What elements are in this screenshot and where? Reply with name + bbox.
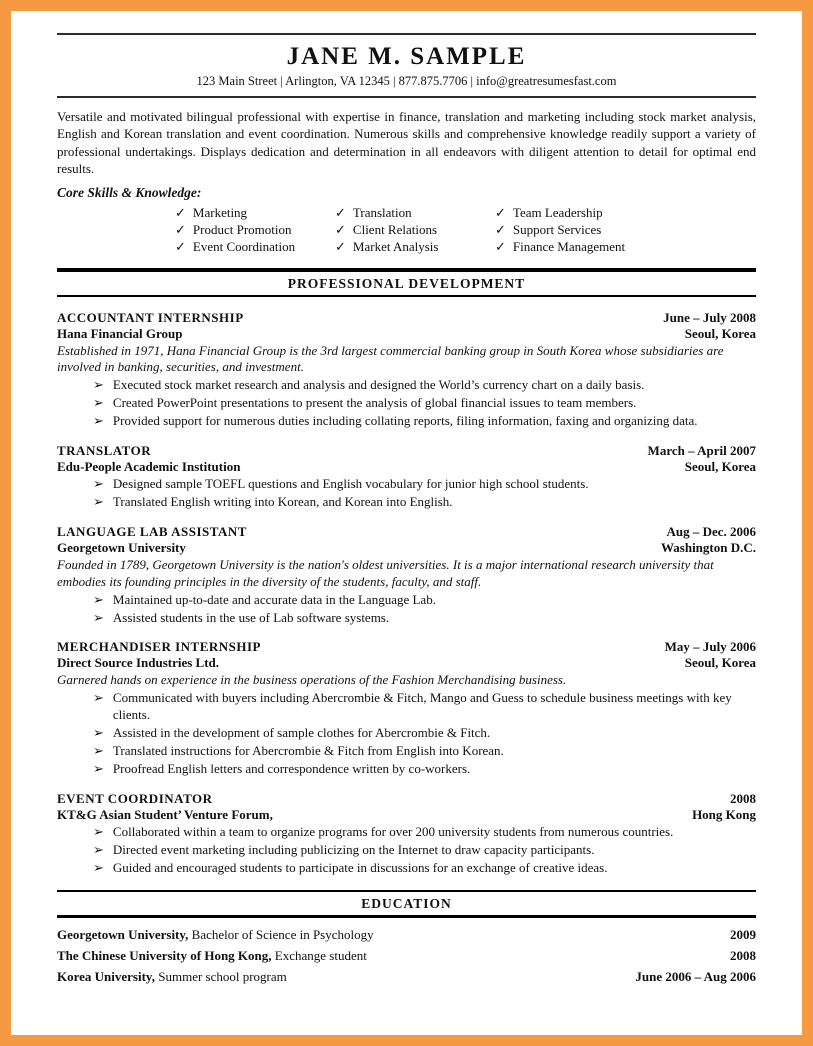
education-row — [57, 947, 756, 965]
bullet-arrow-icon: ➢ — [93, 413, 104, 429]
bullet-text: Collaborated within a team to organize programs for over 200 university students from numerous countries. — [112, 823, 674, 839]
bullet-item — [93, 610, 756, 627]
skill-label: Client Relations — [352, 222, 438, 238]
job-description: Garnered hands on experience in the business operations of the Fashion Merchandising business. — [57, 672, 567, 688]
job-title: TRANSLATOR — [57, 443, 152, 459]
bullet-item — [93, 494, 756, 511]
job-dates: March – April 2007 — [647, 443, 756, 459]
skill-item — [495, 238, 655, 255]
bullet-text: Maintained up-to-date and accurate data in the Language Lab. — [112, 591, 436, 607]
check-icon: ✓ — [495, 239, 506, 255]
job-bullets — [57, 690, 756, 777]
bullet-item — [93, 395, 756, 412]
skill-item — [495, 221, 655, 238]
bullet-text: Created PowerPoint presentations to present the analysis of global financial issues to team members. — [112, 395, 637, 411]
bullet-text: Executed stock market research and analysis and designed the World’s currency chart on a daily basis. — [112, 377, 645, 393]
job-dates: Aug – Dec. 2006 — [666, 523, 756, 539]
header-top-rule — [57, 33, 756, 35]
education-list — [57, 926, 756, 985]
bullet-item — [93, 842, 756, 859]
job-title: EVENT COORDINATOR — [57, 790, 213, 806]
skill-label: Team Leadership — [512, 205, 603, 221]
education-entry — [57, 968, 287, 986]
job-entry — [57, 639, 756, 777]
job-company: Georgetown University — [57, 539, 186, 555]
bullet-item — [93, 761, 756, 778]
check-icon: ✓ — [175, 222, 186, 238]
job-title: MERCHANDISER INTERNSHIP — [57, 639, 261, 655]
bullet-arrow-icon: ➢ — [93, 690, 104, 706]
skill-label: Marketing — [192, 205, 248, 221]
skill-label: Support Services — [512, 222, 602, 238]
section-heading-professional-development — [57, 268, 756, 297]
education-detail: Summer school program — [154, 968, 287, 984]
education-detail: Bachelor of Science in Psychology — [188, 927, 374, 943]
candidate-name: JANE M. SAMPLE — [286, 43, 527, 70]
job-location: Seoul, Korea — [684, 325, 756, 341]
bullet-arrow-icon: ➢ — [93, 395, 104, 411]
skills-column-2 — [335, 204, 495, 255]
skill-item — [175, 204, 335, 221]
bullet-item — [93, 592, 756, 609]
job-dates: May – July 2006 — [664, 639, 756, 655]
job-company: Direct Source Industries Ltd. — [57, 655, 220, 671]
check-icon: ✓ — [495, 222, 506, 238]
skill-item — [335, 204, 495, 221]
bullet-text: Provided support for numerous duties including collating reports, filing information, faxing and organizing data. — [112, 413, 698, 429]
education-row — [57, 968, 756, 986]
skill-label: Product Promotion — [192, 222, 292, 238]
education-institution: Korea University, — [57, 968, 155, 984]
job-entry — [57, 310, 756, 430]
skill-label: Market Analysis — [352, 239, 439, 255]
bullet-text: Designed sample TOEFL questions and English vocabulary for junior high school students. — [112, 476, 589, 492]
education-institution: Georgetown University, — [57, 927, 189, 943]
skills-column-3 — [495, 204, 655, 255]
skill-item — [335, 221, 495, 238]
job-location: Seoul, Korea — [684, 459, 756, 475]
job-company: Hana Financial Group — [57, 325, 183, 341]
header-bottom-rule — [57, 96, 756, 98]
bullet-arrow-icon: ➢ — [93, 742, 104, 758]
section-heading-education — [57, 890, 756, 918]
skill-item — [335, 238, 495, 255]
education-row — [57, 926, 756, 944]
job-description: Established in 1971, Hana Financial Group is the 3rd largest commercial banking group in South Korea whose subsidiaries are involved in banking, securities, and investment. — [57, 342, 724, 375]
check-icon: ✓ — [335, 222, 346, 238]
bullet-text: Assisted students in the use of Lab software systems. — [112, 609, 390, 625]
job-description: Founded in 1789, Georgetown University is the nation's oldest universities. It is a major international research university that embodies its founding principles in the diversity of the students, faculty, and staff. — [57, 556, 714, 589]
bullet-arrow-icon: ➢ — [93, 591, 104, 607]
job-bullets — [57, 592, 756, 627]
section-title: PROFESSIONAL DEVELOPMENT — [287, 275, 526, 291]
education-detail: Exchange student — [271, 947, 367, 963]
job-bullets — [57, 824, 756, 877]
job-entry — [57, 791, 756, 877]
skills-column-1 — [175, 204, 335, 255]
education-institution: The Chinese University of Hong Kong, — [57, 947, 272, 963]
bullet-item — [93, 725, 756, 742]
job-entry — [57, 524, 756, 627]
bullet-arrow-icon: ➢ — [93, 476, 104, 492]
job-dates: June – July 2008 — [663, 309, 756, 325]
bullet-text: Assisted in the development of sample clothes for Abercrombie & Fitch. — [112, 725, 491, 741]
bullet-text: Communicated with buyers including Abercrombie & Fitch, Mango and Guess to schedule business meetings with key clients. — [112, 690, 732, 723]
skill-item — [495, 204, 655, 221]
check-icon: ✓ — [335, 205, 346, 221]
job-entry — [57, 443, 756, 511]
job-location: Seoul, Korea — [684, 655, 756, 671]
skill-label: Translation — [352, 205, 412, 221]
education-entry — [57, 926, 374, 944]
bullet-item — [93, 413, 756, 430]
skills-columns — [175, 204, 756, 255]
bullet-arrow-icon: ➢ — [93, 760, 104, 776]
skill-item — [175, 221, 335, 238]
skill-label: Event Coordination — [192, 239, 296, 255]
bullet-arrow-icon: ➢ — [93, 725, 104, 741]
bullet-item — [93, 377, 756, 394]
bullet-arrow-icon: ➢ — [93, 493, 104, 509]
check-icon: ✓ — [495, 205, 506, 221]
bullet-arrow-icon: ➢ — [93, 377, 104, 393]
skills-heading: Core Skills & Knowledge: — [57, 185, 202, 201]
check-icon: ✓ — [335, 239, 346, 255]
bullet-text: Translated English writing into Korean, and Korean into English. — [112, 493, 453, 509]
summary-text: Versatile and motivated bilingual professional with expertise in finance, translation and marketing including stock market analysis, English and Korean translation and event coordination. Numerous skills and comprehensive knowledge readily support a variety of professional undertakings. Displays dedication and determination in all endeavors with diligent attention to detail for optimal end results. — [57, 109, 756, 176]
job-dates: 2008 — [730, 790, 756, 806]
skill-item — [175, 238, 335, 255]
bullet-item — [93, 690, 756, 724]
job-bullets — [57, 476, 756, 511]
bullet-arrow-icon: ➢ — [93, 823, 104, 839]
bullet-item — [93, 824, 756, 841]
job-location: Hong Kong — [692, 806, 756, 822]
bullet-item — [93, 743, 756, 760]
job-location: Washington D.C. — [661, 539, 756, 555]
check-icon: ✓ — [175, 205, 186, 221]
contact-line: 123 Main Street | Arlington, VA 12345 | 877.875.7706 | info@greatresumesfast.com — [196, 74, 617, 88]
bullet-item — [93, 476, 756, 493]
job-company: KT&G Asian Student’ Venture Forum, — [57, 806, 273, 822]
job-bullets — [57, 377, 756, 430]
education-date: 2008 — [730, 947, 756, 963]
education-entry — [57, 947, 367, 965]
job-company: Edu-People Academic Institution — [57, 459, 241, 475]
bullet-text: Guided and encouraged students to participate in discussions for an exchange of creative ideas. — [112, 859, 608, 875]
section-title: EDUCATION — [361, 896, 452, 912]
check-icon: ✓ — [175, 239, 186, 255]
education-date: June 2006 – Aug 2006 — [635, 968, 756, 984]
bullet-arrow-icon: ➢ — [93, 859, 104, 875]
job-title: ACCOUNTANT INTERNSHIP — [57, 309, 244, 325]
bullet-text: Translated instructions for Abercrombie & Fitch from English into Korean. — [112, 742, 504, 758]
bullet-text: Directed event marketing including publicizing on the Internet to draw capacity participants. — [112, 841, 595, 857]
bullet-arrow-icon: ➢ — [93, 609, 104, 625]
job-title: LANGUAGE LAB ASSISTANT — [57, 523, 247, 539]
bullet-arrow-icon: ➢ — [93, 841, 104, 857]
bullet-item — [93, 860, 756, 877]
bullet-text: Proofread English letters and correspondence written by co-workers. — [112, 760, 471, 776]
education-date: 2009 — [730, 927, 756, 943]
skill-label: Finance Management — [512, 239, 626, 255]
